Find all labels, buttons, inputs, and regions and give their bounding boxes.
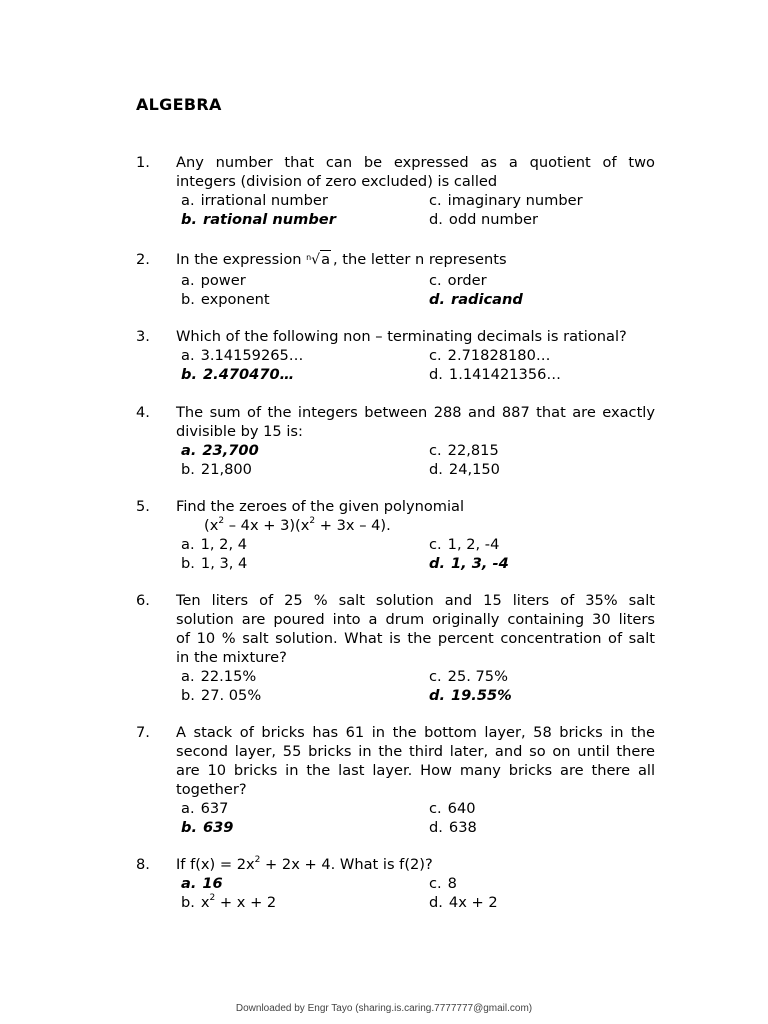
option-letter: a. <box>181 192 195 209</box>
radical-sign-icon: √ <box>311 252 321 268</box>
option-text: 4x + 2 <box>448 894 498 911</box>
option-text: 2.71828180… <box>447 347 551 364</box>
option-letter: c. <box>429 442 442 459</box>
option-letter: b. <box>181 687 195 704</box>
option-text: 27. 05% <box>200 687 262 704</box>
option-letter: a. <box>181 272 195 289</box>
option-c <box>429 874 457 893</box>
option-letter: d. <box>429 211 443 228</box>
question-text <box>176 250 655 270</box>
option-b-correct <box>181 210 336 229</box>
question-line: Find the zeroes of the given polynomial <box>176 498 465 515</box>
option-text: 3.14159265… <box>200 347 304 364</box>
option-d <box>429 460 500 479</box>
option-text: 1.141421356… <box>448 366 561 383</box>
option-text: 1, 3, -4 <box>451 555 509 572</box>
option-b <box>181 893 276 912</box>
question-text-before: In the expression <box>176 251 307 268</box>
option-d-correct <box>429 290 523 309</box>
question-line: Ten liters of 25 % salt solution and 15 liters of 35% salt <box>176 592 655 609</box>
option-a-correct <box>181 441 259 460</box>
question-text <box>176 723 655 799</box>
polynomial-expression <box>176 516 655 535</box>
option-text: 22,815 <box>447 442 499 459</box>
exponent: 2 <box>309 516 316 527</box>
option-text: 640 <box>447 800 476 817</box>
option-a <box>181 346 303 365</box>
option-text <box>201 894 276 911</box>
question-text <box>176 855 655 874</box>
option-letter: d. <box>429 819 443 836</box>
question-line: together? <box>176 781 247 798</box>
option-letter: c. <box>429 875 442 892</box>
option-a <box>181 535 247 554</box>
option-b <box>181 686 261 705</box>
option-letter: a. <box>181 875 197 892</box>
option-text: imaginary number <box>447 192 583 209</box>
option-a <box>181 667 256 686</box>
expr-part: + 3x – 4). <box>315 517 391 534</box>
option-d-correct <box>429 686 512 705</box>
option-c <box>429 271 487 290</box>
option-text: 16 <box>202 875 223 892</box>
option-text: rational number <box>203 211 336 228</box>
option-text: 2.470470… <box>203 366 295 383</box>
question-text-after: , the letter n represents <box>333 251 507 268</box>
option-d <box>429 365 561 384</box>
option-letter: b. <box>181 894 195 911</box>
option-text: 21,800 <box>200 461 252 478</box>
question-line: integers (division of zero excluded) is called <box>176 173 498 190</box>
option-text: 639 <box>203 819 234 836</box>
option-text: 1, 2, -4 <box>447 536 500 553</box>
option-a <box>181 191 328 210</box>
exponent: 2 <box>218 516 225 527</box>
option-d <box>429 893 498 912</box>
download-footer: Downloaded by Engr Tayo (sharing.is.caring.7777777@gmail.com) <box>235 1003 533 1014</box>
question-line: The sum of the integers between 288 and 887 that are exactly <box>176 404 655 421</box>
option-letter: c. <box>429 536 442 553</box>
question-number: 2. <box>136 251 150 268</box>
option-b <box>181 290 270 309</box>
question-number: 5. <box>136 498 150 515</box>
option-text: exponent <box>200 291 270 308</box>
nth-root-expression <box>306 250 333 270</box>
question-number: 4. <box>136 404 150 421</box>
question-number: 3. <box>136 328 150 345</box>
option-text: 638 <box>448 819 477 836</box>
option-letter: d. <box>429 555 445 572</box>
option-b-correct <box>181 818 233 837</box>
option-letter: a. <box>181 442 197 459</box>
option-letter: c. <box>429 192 442 209</box>
option-b <box>181 460 252 479</box>
option-letter: a. <box>181 668 195 685</box>
option-letter: b. <box>181 366 197 383</box>
option-text: 1, 2, 4 <box>200 536 248 553</box>
option-letter: d. <box>429 366 443 383</box>
option-text: radicand <box>451 291 523 308</box>
option-letter: a. <box>181 800 195 817</box>
option-letter: b. <box>181 819 197 836</box>
question-line: solution are poured into a drum originally containing 30 liters <box>176 611 655 628</box>
option-c <box>429 346 550 365</box>
option-letter: d. <box>429 687 445 704</box>
option-text: 22.15% <box>200 668 257 685</box>
question-text <box>176 403 655 441</box>
option-text: 637 <box>200 800 229 817</box>
option-a <box>181 271 246 290</box>
page-title: ALGEBRA <box>136 95 222 114</box>
expr-part: x <box>200 894 210 911</box>
option-letter: b. <box>181 461 195 478</box>
option-text: order <box>447 272 487 289</box>
question-line: are 10 bricks in the last layer. How many bricks are there all <box>176 762 655 779</box>
option-a-correct <box>181 874 223 893</box>
option-letter: b. <box>181 211 197 228</box>
question-text <box>176 153 655 191</box>
option-letter: c. <box>429 800 442 817</box>
option-a <box>181 799 228 818</box>
option-text: irrational number <box>200 192 328 209</box>
question-line: Which of the following non – terminating decimals is rational? <box>176 328 627 345</box>
option-letter: b. <box>181 291 195 308</box>
question-text <box>176 497 655 535</box>
option-c <box>429 535 499 554</box>
option-b-correct <box>181 365 294 384</box>
option-text: power <box>200 272 246 289</box>
option-d-correct <box>429 554 509 573</box>
option-text: 1, 3, 4 <box>200 555 248 572</box>
question-line: divisible by 15 is: <box>176 423 303 440</box>
option-text: odd number <box>448 211 538 228</box>
stem-part: If f(x) = 2x <box>176 856 255 873</box>
option-text: 24,150 <box>448 461 500 478</box>
question-line: Any number that can be expressed as a quotient of two <box>176 154 655 171</box>
question-number: 1. <box>136 154 150 171</box>
option-d <box>429 210 538 229</box>
question-number: 7. <box>136 724 150 741</box>
option-c <box>429 799 476 818</box>
option-d <box>429 818 477 837</box>
option-c <box>429 191 583 210</box>
question-line: of 10 % salt solution. What is the percent concentration of salt <box>176 630 655 647</box>
option-letter: c. <box>429 347 442 364</box>
option-b <box>181 554 247 573</box>
question-line: in the mixture? <box>176 649 287 666</box>
option-letter: c. <box>429 272 442 289</box>
option-letter: d. <box>429 894 443 911</box>
question-number: 6. <box>136 592 150 609</box>
option-text: 23,700 <box>202 442 259 459</box>
option-letter: a. <box>181 536 195 553</box>
option-letter: d. <box>429 461 443 478</box>
question-line: A stack of bricks has 61 in the bottom layer, 58 bricks in the <box>176 724 655 741</box>
option-text: 8 <box>447 875 457 892</box>
radicand: a <box>321 251 331 268</box>
option-letter: d. <box>429 291 445 308</box>
option-letter: c. <box>429 668 442 685</box>
expr-part: (x <box>204 517 219 534</box>
option-c <box>429 441 499 460</box>
stem-part: + 2x + 4. What is f(2)? <box>260 856 433 873</box>
question-line: second layer, 55 bricks in the third later, and so on until there <box>176 743 655 760</box>
option-letter: b. <box>181 555 195 572</box>
question-text <box>176 327 655 346</box>
option-text: 19.55% <box>451 687 512 704</box>
expr-part: + x + 2 <box>215 894 277 911</box>
option-text: 25. 75% <box>447 668 508 685</box>
exponent: 2 <box>209 893 216 904</box>
option-c <box>429 667 508 686</box>
question-text <box>176 591 655 667</box>
option-letter: a. <box>181 347 195 364</box>
expr-part: – 4x + 3)(x <box>224 517 310 534</box>
question-number: 8. <box>136 856 150 873</box>
exponent: 2 <box>254 855 261 866</box>
radical-index: n <box>306 253 312 262</box>
